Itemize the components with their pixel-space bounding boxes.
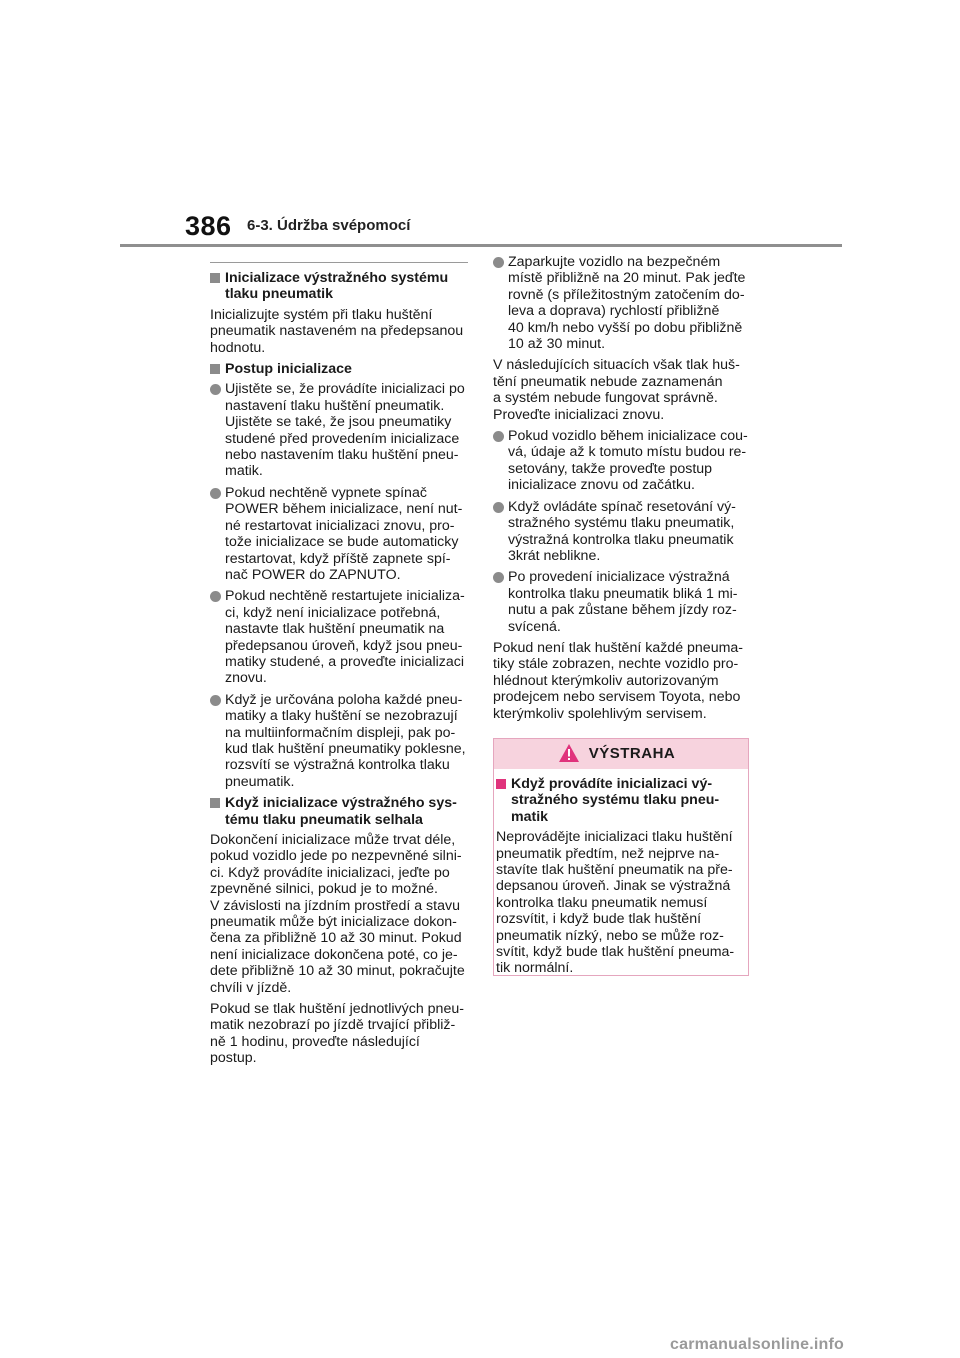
text-line: svícená. xyxy=(508,618,561,635)
section-heading-initialization xyxy=(210,270,468,303)
text-line: výstražná kontrolka tlaku pneumatik xyxy=(508,531,734,548)
text-line: Po provedení inicializace výstražná xyxy=(508,569,730,586)
text-line: nač POWER do ZAPNUTO. xyxy=(225,566,401,583)
circle-bullet-icon xyxy=(493,502,504,513)
text-line: restartovat, když příště zapnete spí- xyxy=(225,550,451,567)
text-line: kud tlak huštění pneumatiky poklesne, xyxy=(225,740,466,757)
text-line: POWER během inicializace, není nut- xyxy=(225,501,463,518)
square-bullet-icon xyxy=(210,798,220,808)
text-line: matiky studené, a proveďte inicializaci xyxy=(225,653,464,670)
text-line: postup. xyxy=(210,1050,257,1067)
warning-triangle-icon xyxy=(558,743,580,763)
text-line: Ujistěte se, že provádíte inicializaci po xyxy=(225,381,465,398)
section-divider xyxy=(210,262,468,263)
text-line: Když inicializace výstražného sys- xyxy=(225,795,457,812)
text-line: Když ovládáte spínač resetování vý- xyxy=(508,498,736,515)
left-column xyxy=(210,262,468,1072)
text-line: pneumatik předtím, než nejprve na- xyxy=(496,845,720,862)
text-line: né restartovat inicializaci znovu, pro- xyxy=(225,517,455,534)
list-item xyxy=(493,499,751,565)
text-line: V závislosti na jízdním prostředí a stavu xyxy=(210,897,460,914)
text-line: ně 1 hodinu, proveďte následující xyxy=(210,1033,420,1050)
circle-bullet-icon xyxy=(210,488,221,499)
text-line: Ujistěte se také, že jsou pneumatiky xyxy=(225,414,452,431)
circle-bullet-icon xyxy=(493,431,504,442)
text-line: a systém nebude fungovat správně. xyxy=(493,390,718,407)
text-line: dete přibližně 10 až 30 minut, pokračujte xyxy=(210,963,465,980)
text-line: vá, údaje až k tomuto místu budou re- xyxy=(508,444,747,461)
header-divider xyxy=(120,244,842,247)
list-item xyxy=(493,254,751,352)
circle-bullet-icon xyxy=(210,695,221,706)
text-line: matik xyxy=(511,808,549,825)
page-number: 386 xyxy=(185,211,232,241)
text-line: není inicializace dokončena poté, co je- xyxy=(210,946,458,963)
list-item xyxy=(210,485,468,583)
text-line: pneumatik nastaveném na předepsanou xyxy=(210,323,464,340)
list-item xyxy=(210,692,468,790)
paragraph-dealer xyxy=(493,640,751,722)
text-line: Když provádíte inicializaci vý- xyxy=(511,776,713,792)
text-line: matiky a tlaky huštění se nezobrazují xyxy=(225,708,458,725)
text-line: tik normální. xyxy=(496,960,574,977)
text-line: matik nezobrazí po jízdě trvající přibliž- xyxy=(210,1017,456,1034)
text-line: Pokud nechtěně vypnete spínač xyxy=(225,484,427,501)
square-bullet-icon xyxy=(496,779,506,789)
text-line: 40 km/h nebo vyšší po dobu přibližně xyxy=(508,319,743,336)
text-line: Pokud vozidlo během inicializace cou- xyxy=(508,428,748,445)
text-line: Zaparkujte vozidlo na bezpečném xyxy=(508,254,721,270)
text-line: matik. xyxy=(225,463,263,480)
text-line: kterýmkoliv spolehlivým servisem. xyxy=(493,705,707,722)
text-line: znovu. xyxy=(225,670,267,687)
warning-content xyxy=(494,769,748,977)
circle-bullet-icon xyxy=(493,572,504,583)
right-column xyxy=(493,254,751,727)
square-bullet-icon xyxy=(210,273,220,283)
circle-bullet-icon xyxy=(210,384,221,395)
list-item xyxy=(210,588,468,686)
text-line: Když je určována poloha každé pneu- xyxy=(225,691,463,708)
text-line: na multiinformačním displeji, pak po- xyxy=(225,724,456,741)
text-line: Pokud nechtěně restartujete inicializa- xyxy=(225,588,465,605)
text-line: tění pneumatik nebude zaznamenán xyxy=(493,373,723,390)
text-line: studené před provedením inicializace xyxy=(225,430,460,447)
text-line: hodnotu. xyxy=(210,339,266,356)
circle-bullet-icon xyxy=(210,591,221,602)
text-line: Inicializujte systém při tlaku huštění xyxy=(210,306,433,323)
text-line: rozsvítí se výstražná kontrolka tlaku xyxy=(225,757,450,774)
text-line: zpevněné silnici, pokud je to možné. xyxy=(210,881,438,898)
text-line: předepsanou úroveň, když jsou pneu- xyxy=(225,637,463,654)
text-line: pneumatik může být inicializace dokon- xyxy=(210,914,457,931)
text-line: pokud vozidlo jede po nezpevněné silni- xyxy=(210,848,462,865)
paragraph-failure xyxy=(210,832,468,996)
circle-bullet-icon xyxy=(493,257,504,268)
text-line: depsanou úroveň. Jinak se výstražná xyxy=(496,878,731,895)
paragraph-intro xyxy=(210,307,468,356)
text-line: V následujících situacích však tlak huš- xyxy=(493,357,740,374)
text-line: hlédnout kterýmkoliv autorizovaným xyxy=(493,672,719,689)
text-line: čena za přibližně 10 až 30 minut. Pokud xyxy=(210,930,462,947)
text-line: ci, když není inicializace potřebná, xyxy=(225,604,441,621)
warning-box xyxy=(493,738,749,976)
text-line: Neprovádějte inicializaci tlaku huštění xyxy=(496,829,733,846)
text-line: prodejcem nebo servisem Toyota, nebo xyxy=(493,689,741,706)
text-line: Dokončení inicializace může trvat déle, xyxy=(210,832,456,848)
text-line: Proveďte inicializaci znovu. xyxy=(493,406,665,423)
list-item xyxy=(210,381,468,479)
text-line: chvíli v jízdě. xyxy=(210,979,292,996)
text-line: inicializace znovu od začátku. xyxy=(508,477,695,494)
paragraph-situations xyxy=(493,357,751,423)
text-line: místě přibližně na 20 minut. Pak jeďte xyxy=(508,270,746,287)
list-item xyxy=(493,569,751,635)
text-line: pneumatik. xyxy=(225,773,295,790)
text-line: kontrolka tlaku pneumatik nemusí xyxy=(496,894,708,911)
text-line: nutu a pak zůstane během jízdy roz- xyxy=(508,602,737,619)
text-line: setovány, takže proveďte postup xyxy=(508,460,713,477)
section-heading-procedure xyxy=(210,361,468,377)
paragraph-procedure xyxy=(210,1001,468,1067)
text-line: kontrolka tlaku pneumatik bliká 1 mi- xyxy=(508,585,738,602)
warning-title: VÝSTRAHA xyxy=(588,745,676,762)
text-line: leva a doprava) rychlostí přibližně xyxy=(508,303,720,320)
text-line: tiky stále zobrazen, nechte vozidlo pro- xyxy=(493,656,739,673)
chapter-title: 6-3. Údržba svépomocí xyxy=(247,217,411,234)
text-line: rozsvítit, i když bude tlak huštění xyxy=(496,911,702,928)
text-line: ci. Když provádíte inicializaci, jeďte po xyxy=(210,864,450,881)
section-heading-failure xyxy=(210,795,468,828)
text-line: stražného systému tlaku pneu- xyxy=(511,792,720,809)
warning-header xyxy=(494,739,748,769)
text-line: nastavení tlaku huštění pneumatik. xyxy=(225,397,445,414)
list-item xyxy=(493,428,751,494)
text-line: nebo nastavením tlaku huštění pneu- xyxy=(225,447,459,464)
text-line: Pokud není tlak huštění každé pneuma- xyxy=(493,639,744,656)
square-bullet-icon xyxy=(210,364,220,374)
text-line: tlaku pneumatik xyxy=(225,286,334,303)
warning-text xyxy=(496,829,746,977)
text-line: rovně (s příležitostným zatočením do- xyxy=(508,286,745,303)
text-line: pneumatik nízký, nebo se může roz- xyxy=(496,927,724,944)
text-line: Pokud se tlak huštění jednotlivých pneu- xyxy=(210,1001,464,1018)
text-line: stavíte tlak huštění pneumatik na pře- xyxy=(496,862,733,879)
text-line: nastavte tlak huštění pneumatik na xyxy=(225,621,445,638)
page-header xyxy=(0,0,960,250)
text-line: 10 až 30 minut. xyxy=(508,336,606,353)
text-line: 3krát neblikne. xyxy=(508,547,601,564)
text-line: tému tlaku pneumatik selhala xyxy=(225,811,423,828)
watermark: carmanualsonline.info xyxy=(670,1336,845,1353)
text-line: Postup inicializace xyxy=(225,361,352,378)
warning-heading xyxy=(496,776,746,825)
text-line: tože inicializace se bude automaticky xyxy=(225,534,459,551)
text-line: svítit, když bude tlak huštění pneuma- xyxy=(496,944,735,961)
text-line: Inicializace výstražného systému xyxy=(225,270,449,286)
text-line: stražného systému tlaku pneumatik, xyxy=(508,515,735,532)
